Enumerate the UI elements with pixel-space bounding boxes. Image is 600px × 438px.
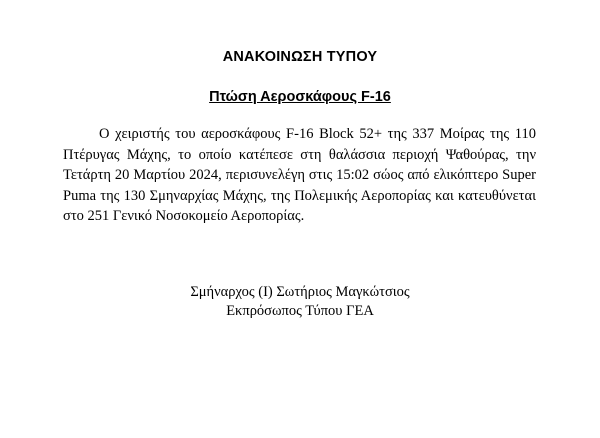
document-subtitle: Πτώση Αεροσκάφους F-16 bbox=[209, 89, 391, 105]
signature-role: Εκπρόσωπος Τύπου ΓΕΑ bbox=[226, 303, 374, 319]
signature-block bbox=[0, 283, 600, 321]
document-title: ΑΝΑΚΟΙΝΩΣΗ ΤΥΠΟΥ bbox=[222, 49, 378, 65]
document-body-paragraph: Ο χειριστής του αεροσκάφους F-16 Block 52+ της 337 Μοίρας της 110 Πτέρυγας Μάχης, το οποίο κατέπεσε στη θαλάσσια περιοχή Ψαθούρας, την Τετάρτη 20 Μαρτίου 2024, περισυνελέγη στις 15:02 σώος από ελικόπτερο Super Puma της 130 Σμηναρχίας Μάχης, της Πολεμικής Αεροπορίας και κατευθύνεται στο 251 Γενικό Νοσοκομείο Αεροπορίας. bbox=[63, 126, 536, 224]
signature-name: Σμήναρχος (Ι) Σωτήριος Μαγκώτσιος bbox=[190, 284, 410, 300]
